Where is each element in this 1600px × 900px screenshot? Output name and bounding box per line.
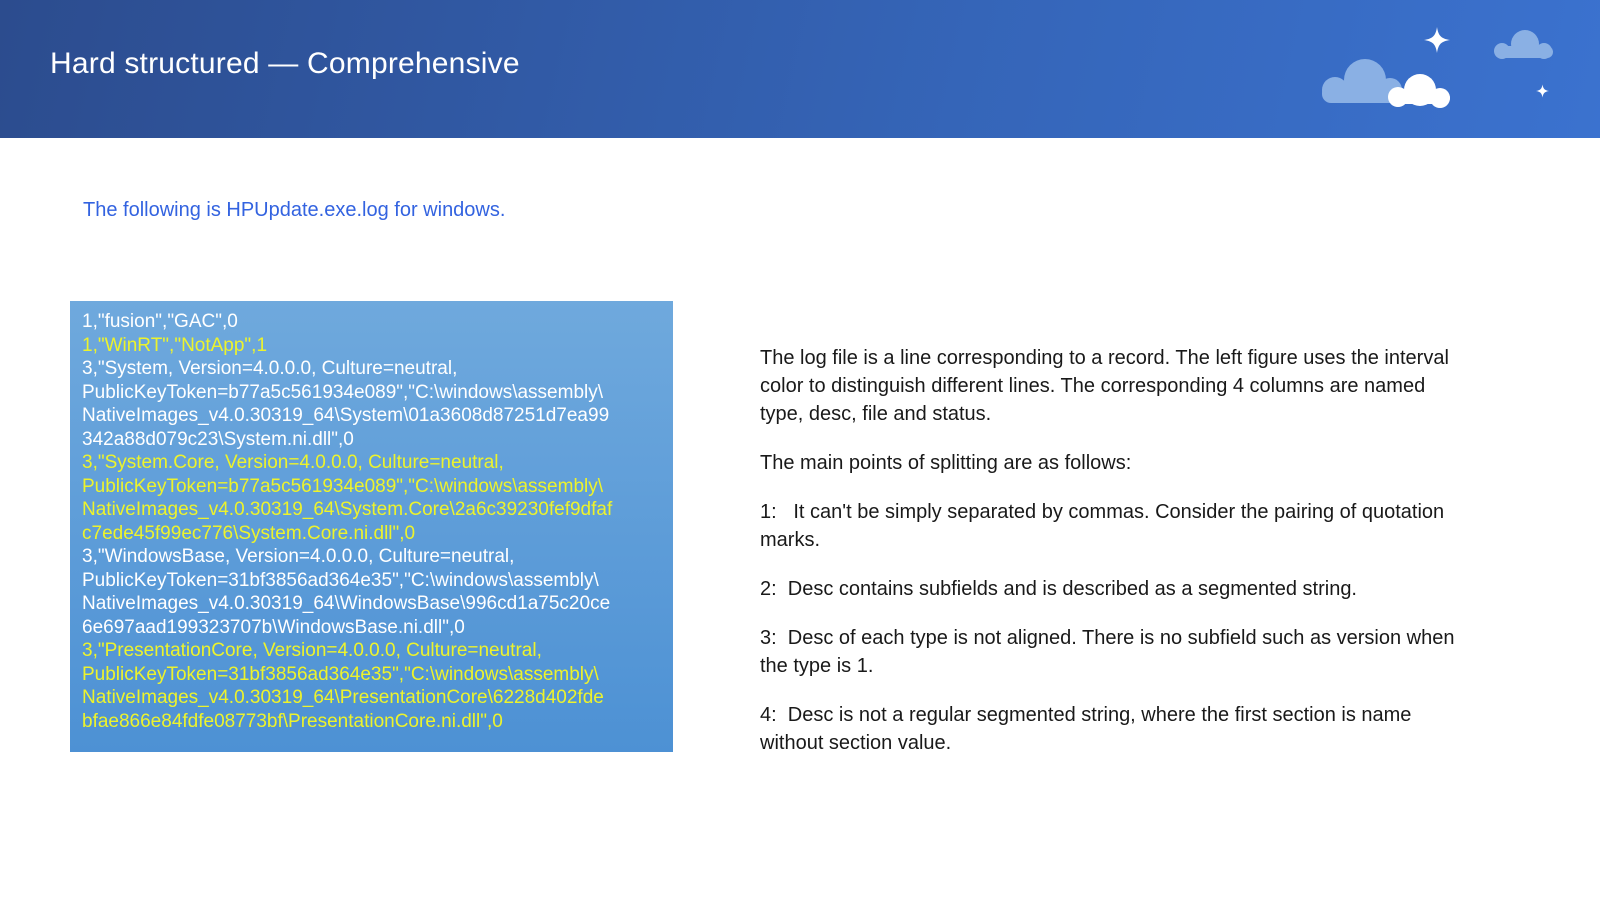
log-line: 1,"WinRT","NotApp",1 [82, 334, 268, 356]
log-line: PublicKeyToken=b77a5c561934e089","C:\windows\assembly\ [82, 475, 604, 497]
log-line: bfae866e84fdfe08773bf\PresentationCore.ni.dll",0 [82, 710, 503, 732]
explanation-paragraph: The main points of splitting are as follows: [760, 452, 1132, 474]
log-line: NativeImages_v4.0.30319_64\System\01a3608d87251d7ea99 [82, 405, 610, 426]
log-panel [70, 301, 673, 752]
log-line: 3,"System.Core, Version=4.0.0.0, Culture=neutral, [82, 452, 504, 473]
sparkle-icon [1536, 85, 1549, 98]
log-line: 3,"PresentationCore, Version=4.0.0.0, Culture=neutral, [82, 640, 542, 661]
log-line: c7ede45f99ec776\System.Core.ni.dll",0 [82, 522, 416, 544]
log-line: 6e697aad199323707b\WindowsBase.ni.dll",0 [82, 616, 465, 638]
log-line: 3,"System, Version=4.0.0.0, Culture=neutral, [82, 358, 458, 379]
explanation [760, 344, 1474, 778]
cloud-icon [1388, 74, 1450, 108]
explanation-paragraph: 3: Desc of each type is not aligned. There is no subfield such as version when the type is 1. [760, 627, 1461, 677]
log-line: 1,"fusion","GAC",0 [82, 311, 238, 332]
log-line: 3,"WindowsBase, Version=4.0.0.0, Culture=neutral, [82, 546, 515, 567]
log-line: NativeImages_v4.0.30319_64\PresentationCore\6228d402fde [82, 687, 604, 708]
cloud-icon [1494, 30, 1553, 59]
explanation-paragraph: 4: Desc is not a regular segmented string, where the first section is name without section value. [760, 704, 1417, 754]
log-line: 342a88d079c23\System.ni.dll",0 [82, 428, 354, 450]
page-title: Hard structured — Comprehensive [50, 47, 520, 80]
explanation-paragraph: The log file is a line corresponding to a record. The left figure uses the interval color to distinguish different lines. The corresponding 4 columns are named type, desc, file and status. [760, 347, 1455, 425]
log-line: NativeImages_v4.0.30319_64\System.Core\2a6c39230fef9dfaf [82, 499, 613, 520]
page-header [0, 0, 1600, 138]
explanation-paragraph: 2: Desc contains subfields and is described as a segmented string. [760, 578, 1357, 600]
log-line: PublicKeyToken=31bf3856ad364e35","C:\windows\assembly\ [82, 663, 599, 685]
log-line: PublicKeyToken=31bf3856ad364e35","C:\windows\assembly\ [82, 569, 599, 591]
header-decoration [1250, 0, 1600, 140]
intro-text: The following is HPUpdate.exe.log for windows. [83, 199, 506, 221]
sparkle-icon [1424, 27, 1450, 53]
log-line: NativeImages_v4.0.30319_64\WindowsBase\996cd1a75c20ce [82, 593, 611, 614]
log-line: PublicKeyToken=b77a5c561934e089","C:\windows\assembly\ [82, 381, 604, 403]
explanation-paragraph: 1: It can't be simply separated by commas. Consider the pairing of quotation marks. [760, 501, 1450, 551]
